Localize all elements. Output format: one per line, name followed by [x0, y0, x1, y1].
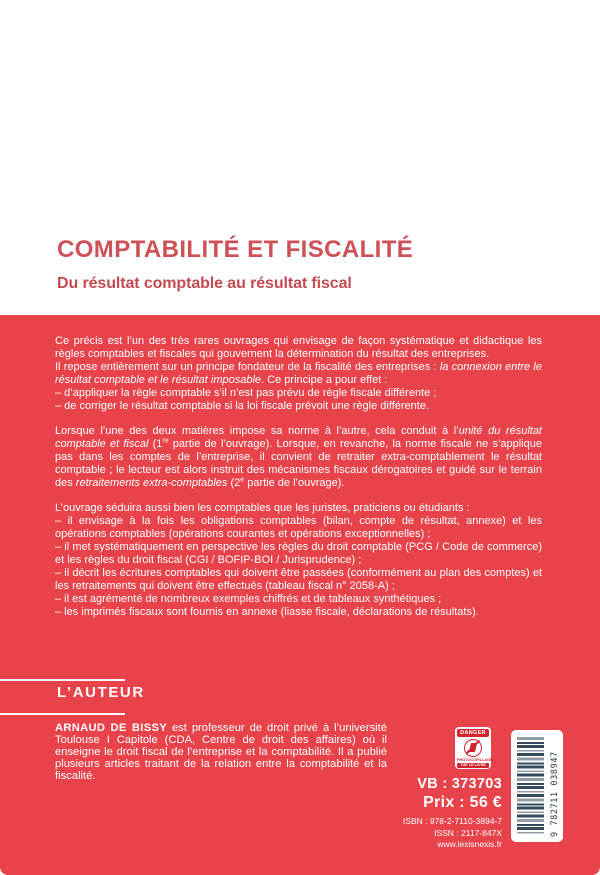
author-bio: ARNAUD DE BISSY est professeur de droit privé à l’université Toulouse I Capitole (CDA, Centre de droit des affaires) où il enseigne le droit fiscal de l’entreprise et la comptabilité. Il a publié plusieurs articles traitant de la relation entre la comptabilité et la fiscalité. [55, 722, 387, 782]
reference-code: VB : 373703 [417, 776, 502, 792]
description-block [55, 425, 542, 490]
danger-caption-line2: TUE LE LIVRE [457, 763, 489, 768]
photocopy-warning-logo [455, 727, 491, 769]
description-paragraph: – il envisage à la fois les obligations comptables (bilan, compte de résultat, annexe) et les opérations comptables (opérations courantes et opérations exceptionnelles) ; [55, 515, 542, 540]
sales-info [403, 776, 502, 849]
danger-banner: DANGER [457, 729, 489, 737]
issn-label: ISSN : 2117-847X [434, 827, 502, 838]
description-paragraph: – il est agrémenté de nombreux exemples chiffrés et de tableaux synthétiques ; [55, 593, 442, 605]
description-paragraph: – il met systématiquement en perspective les règles du droit comptable (PCG / Code de commerce) et les règles du droit fiscal (CGI / BOFIP-BOI / Jurisprudence) ; [55, 541, 542, 566]
price-label: Prix : 56 € [423, 794, 502, 811]
book-description [55, 335, 542, 631]
description-paragraph: Lorsque l’une des deux matières impose sa norme à l’autre, cela conduit à l’unité du résultat comptable et fiscal (1re partie de l’ouvrage). Lorsque, en revanche, la norme fiscale ne s’applique pas dans les comptes de l’entreprise, il convient de retraiter extra-comptablement le résultat comptable ; le lecteur est alors instruit des mécanismes fiscaux dérogatoires et guidé sur le terrain des retraitements extra-comptables (2e partie de l’ouvrage). [55, 425, 542, 489]
description-paragraph: – les imprimés fiscaux sont fournis en annexe (liasse fiscale, déclarations de résultats). [55, 606, 479, 618]
description-paragraph: Ce précis est l’un des très rares ouvrages qui envisage de façon systématique et didactique les règles comptables et fiscales qui gouvernent la détermination du résultat des entreprises. [55, 335, 542, 360]
description-paragraph: – de corriger le résultat comptable si la loi fiscale prévoit une règle différente. [55, 400, 429, 412]
description-block [55, 335, 542, 413]
barcode-number: 9 782711 038947 [550, 751, 560, 837]
publisher-url: www.lexisnexis.fr [437, 839, 502, 849]
description-paragraph: Il repose entièrement sur un principe fondateur de la fiscalité des entreprises : la connexion entre le résultat comptable et le résultat imposable. Ce principe a pour effet : [55, 361, 542, 386]
author-section-heading: L’AUTEUR [57, 684, 145, 701]
description-block [55, 502, 542, 619]
isbn-label: ISBN : 978-2-7110-3894-7 [402, 816, 502, 826]
barcode [511, 730, 563, 842]
author-divider-bottom [0, 713, 125, 715]
book-title: COMPTABILITÉ ET FISCALITÉ [57, 236, 414, 263]
no-photocopy-icon [464, 739, 482, 757]
cover-header [57, 236, 413, 293]
description-paragraph: L’ouvrage séduira aussi bien les comptables que les juristes, praticiens ou étudiants : [55, 502, 470, 514]
barcode-bars-icon [517, 737, 544, 835]
book-subtitle: Du résultat comptable au résultat fiscal [57, 275, 352, 292]
author-divider-top [0, 679, 125, 681]
description-paragraph: – d’appliquer la règle comptable s’il n’est pas prévu de règle fiscale différente ; [55, 387, 437, 399]
description-paragraph: – il décrit les écritures comptables qui doivent être passées (conformément au plan des comptes) et les retraitements qui doivent être effectués (tableau fiscal n° 2058-A) ; [55, 567, 542, 592]
danger-caption-line1: PHOTOCOPILLAGE [457, 757, 493, 762]
back-cover-red-panel [0, 315, 600, 875]
